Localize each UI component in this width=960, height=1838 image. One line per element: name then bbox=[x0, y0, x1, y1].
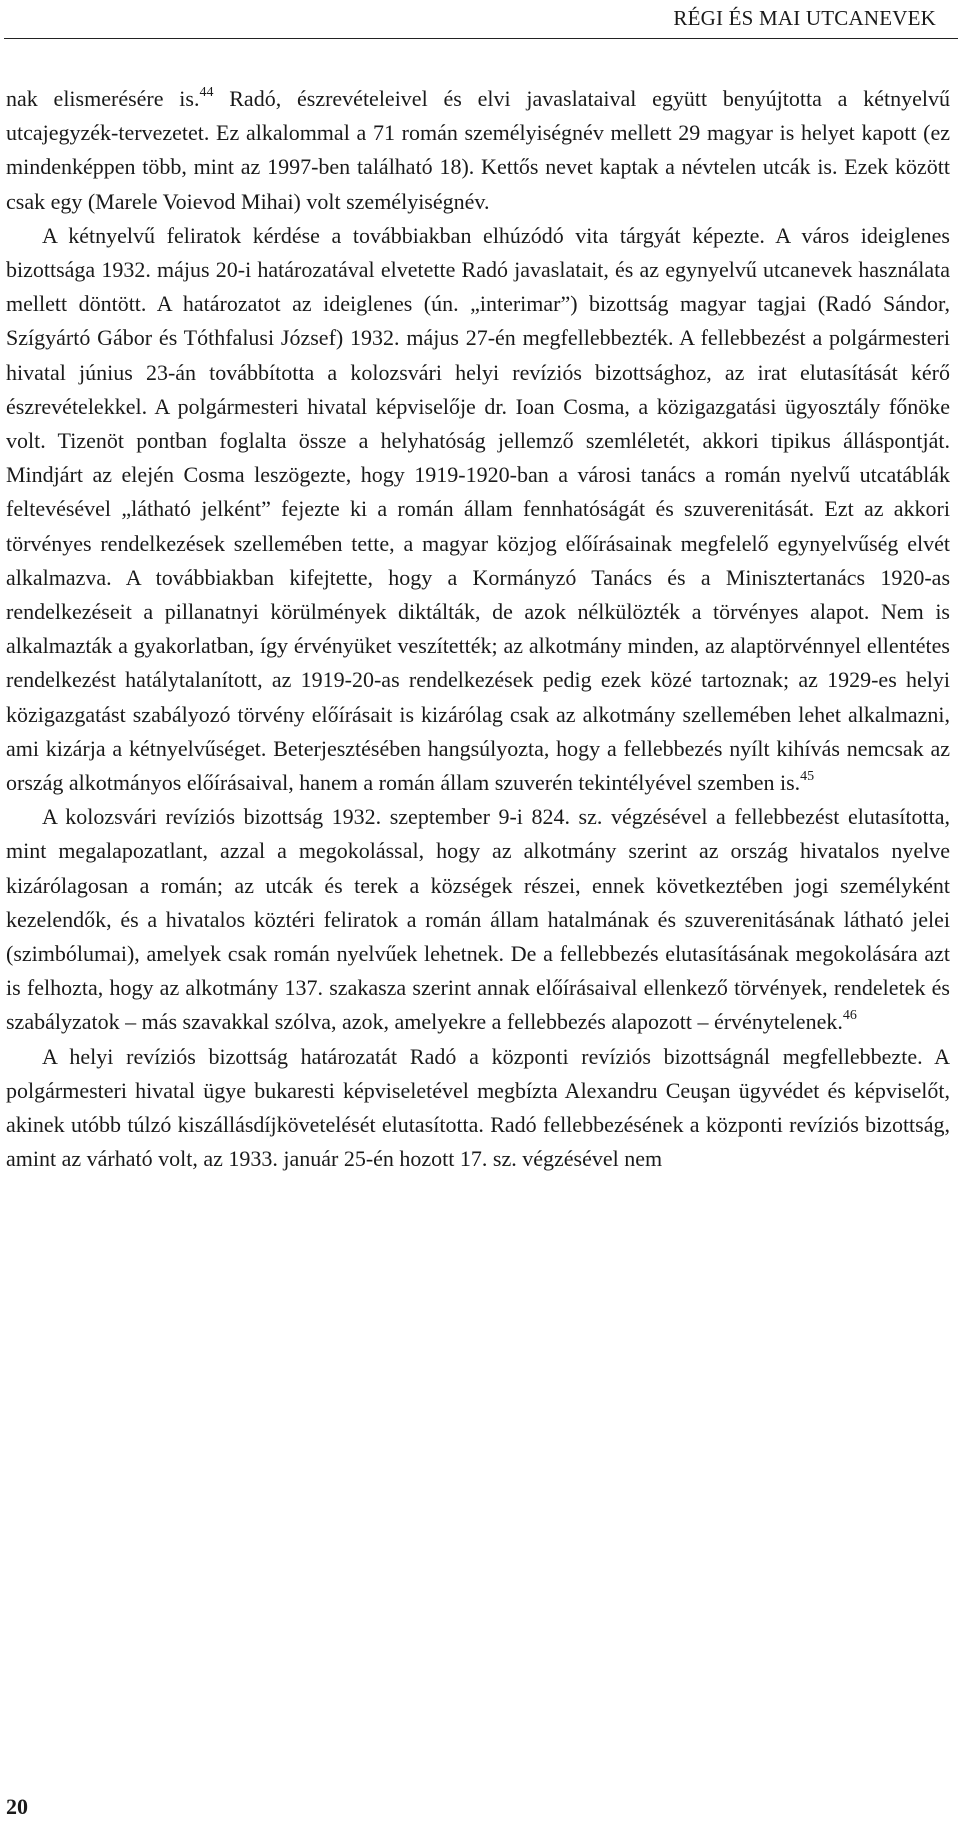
footnote-ref-46: 46 bbox=[842, 1008, 857, 1024]
paragraph-text: A kétnyelvű feliratok kérdése a továbbiakban elhúzódó vita tárgyát képezte. A város ideiglenes bizottsága 1932. május 20-i határozatával elvetette Radó javaslatait, és az egynyelvű utcanevek használata mellett döntött. A határozatot az ideiglenes (ún. „interimar”) bizottság magyar tagjai (Radó Sándor, Szígyártó Gábor és Tóthfalusi József) 1932. május 27-én megfellebbezték. A fellebbezést a polgármesteri hivatal június 23-án továbbította a kolozsvári helyi revíziós bizottsághoz, az irat elutasítását kérő észrevételekkel. A polgármesteri hivatal képviselője dr. Ioan Cosma, a közigazgatási ügyosztály főnöke volt. Tizenöt pontban foglalta össze a helyhatóság jellemző szemléletét, akkori tipikus álláspontját. Mindjárt az elején Cosma leszögezte, hogy 1919-1920-ban a városi tanács a román nyelvű utcatáblák feltevésével „látható jelként” fejezte ki a román állam fennhatóságát és szuverenitását. Ezt az akkori törvényes rendelkezések szellemében tette, a magyar közjog előírásainak megfelelő egynyelvűség elvét alkalmazva. A továbbiakban kifejtette, hogy a Kormányzó Tanács és a Minisztertanács 1920-as rendelkezéseit a pillanatnyi körülmények diktálták, de azok nélkülözték a törvényes alapot. Nem is alkalmazták a gyakorlatban, így érvényüket veszítették; az alkotmány minden, az alaptörvénnyel ellentétes rendelkezést hatálytalanított, az 1919-20-as rendelkezések pedig ezek közé tartoznak; az 1929-es helyi közigazgatást szabályozó törvény előírásait is kizárólag csak az alkotmány szellemében lehet alkalmazni, ami kizárja a kétnyelvűséget. Beterjesztésében hangsúlyozta, hogy a fellebbezés nyílt kihívás nemcsak az ország alkotmányos előírásaival, hanem a román állam szuverén tekintélyével szemben is. bbox=[6, 222, 950, 796]
footnote-ref-44: 44 bbox=[199, 85, 214, 100]
footnote-ref-45: 45 bbox=[800, 769, 815, 785]
body-text bbox=[6, 82, 950, 1177]
paragraph-3 bbox=[6, 800, 950, 1039]
paragraph-text: Radó, észrevételeivel és elvi javaslataival együtt benyújtotta a kétnyelvű utcajegyzék-tervezetet. Ez alkalommal a 71 román személyiségnév mellett 29 magyar is helyet kapott (ez mindenképpen több, mint az 1997-ben található 18). Kettős nevet kaptak a névtelen utcák is. Ezek között csak egy (Marele Voievod Mihai) volt személyiségnév. bbox=[6, 86, 950, 214]
header-rule bbox=[4, 38, 958, 39]
paragraph-1 bbox=[6, 82, 950, 219]
paragraph-text: nak elismerésére is. bbox=[6, 86, 200, 111]
paragraph-text: A kolozsvári revíziós bizottság 1932. szeptember 9-i 824. sz. végzésével a fellebbezést elutasította, mint megalapozatlant, azzal a megokolással, hogy az alkotmány szerint az ország hivatalos nyelve kizárólagosan a román; az utcák és terek a községek részei, ennek következtében jogi személyként kezelendők, és a hivatalos köztéri feliratok a román állam hatalmának és szuverenitásának látható jelei (szimbólumai), amelyek csak román nyelvűek lehetnek. De a fellebbezés elutasításának megokolására azt is felhozta, hogy az alkotmány 137. szakasza szerint annak előírásaival ellenkező törvények, rendeletek és szabályzatok – más szavakkal szólva, azok, amelyekre a fellebbezés alapozott – érvénytelenek. bbox=[6, 804, 950, 1035]
paragraph-2 bbox=[6, 219, 950, 800]
paragraph-text: A helyi revíziós bizottság határozatát Radó a központi revíziós bizottságnál megfellebbezte. A polgármesteri hivatal ügye bukaresti képviseletével megbízta Alexandru Ceuşan ügyvédet és képviselőt, akinek utóbb túlzó kiszállásdíjkövetelését elutasította. Radó fellebbezésének a központi revíziós bizottság, amint az várható volt, az 1933. január 25-én hozott 17. sz. végzésével nem bbox=[6, 1043, 950, 1172]
paragraph-4 bbox=[6, 1040, 950, 1177]
page-number: 20 bbox=[6, 1794, 28, 1819]
running-header: RÉGI ÉS MAI UTCANEVEK bbox=[673, 6, 936, 30]
